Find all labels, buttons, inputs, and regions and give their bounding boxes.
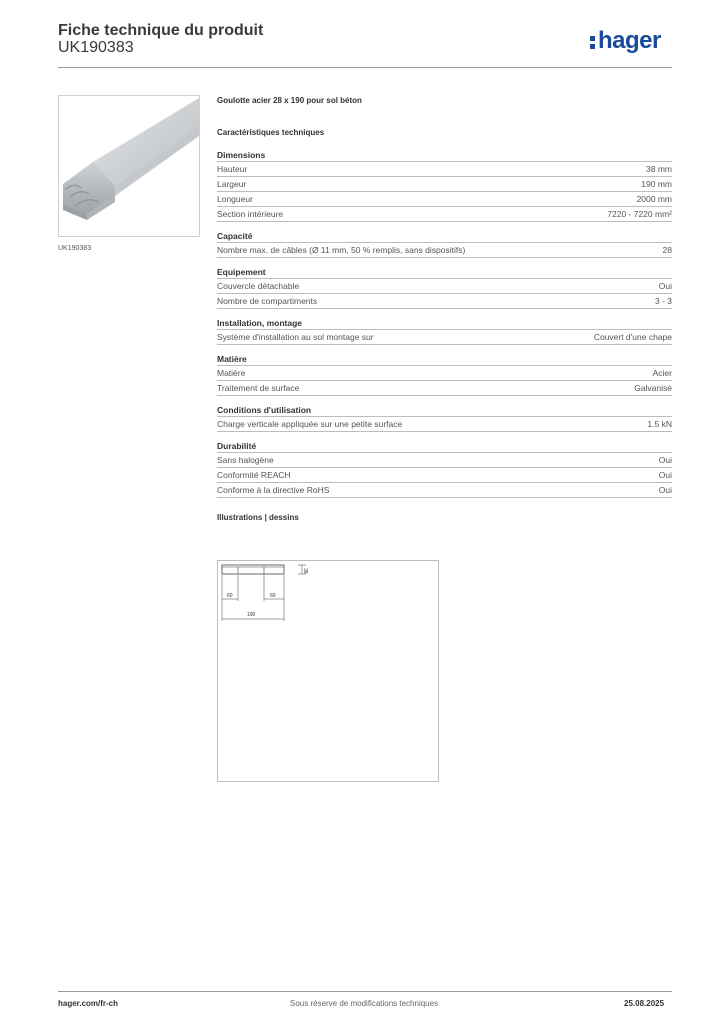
spec-value: 38 mm	[646, 164, 672, 174]
page-title: Fiche technique du produit	[58, 22, 264, 39]
section-title: Matière	[217, 354, 672, 366]
spec-label: Matière	[217, 368, 246, 378]
photo-caption: UK190383	[58, 245, 92, 252]
logo-dots-icon	[590, 32, 596, 48]
spec-value: Couvert d'une chape	[593, 332, 672, 342]
spec-section	[217, 267, 672, 309]
spec-label: Conforme à la directive RoHS	[217, 485, 330, 495]
spec-section	[217, 150, 672, 222]
section-title: Dimensions	[217, 150, 672, 162]
spec-label: Nombre max. de câbles (Ø 11 mm, 50 % remplis, sans dispositifs)	[217, 245, 466, 255]
hager-logo	[590, 27, 661, 55]
spec-label: Couvercle détachable	[217, 281, 300, 291]
product-name: Goulotte acier 28 x 190 pour sol béton	[217, 96, 362, 105]
logo-text: hager	[598, 27, 661, 54]
spec-section	[217, 354, 672, 396]
section-title: Equipement	[217, 267, 672, 279]
spec-row	[217, 162, 672, 177]
section-title: Capacité	[217, 231, 672, 243]
spec-value: Oui	[658, 485, 672, 495]
spec-row	[217, 453, 672, 468]
spec-row	[217, 192, 672, 207]
spec-value: Oui	[658, 455, 672, 465]
tech-title: Caractéristiques techniques	[217, 128, 325, 137]
cable-duct-image	[59, 96, 199, 236]
spec-value: Oui	[658, 281, 672, 291]
spec-content	[217, 96, 672, 522]
spec-label: Nombre de compartiments	[217, 296, 318, 306]
header-divider	[58, 67, 672, 68]
spec-value: 190 mm	[641, 179, 672, 189]
spec-value: Galvanisé	[634, 383, 672, 393]
product-photo	[58, 95, 200, 237]
spec-label: Largeur	[217, 179, 247, 189]
section-title: Durabilité	[217, 441, 672, 453]
section-title: Installation, montage	[217, 318, 672, 330]
spec-label: Hauteur	[217, 164, 248, 174]
spec-label: Système d'installation au sol montage sur	[217, 332, 374, 342]
spec-row	[217, 177, 672, 192]
spec-section	[217, 405, 672, 432]
footer-date: 25.08.2025	[624, 999, 665, 1008]
technical-drawing	[217, 560, 439, 782]
footer-divider	[58, 991, 672, 992]
spec-row	[217, 381, 672, 396]
spec-label: Traitement de surface	[217, 383, 300, 393]
spec-section	[217, 318, 672, 345]
spec-label: Sans halogène	[217, 455, 274, 465]
spec-label: Section intérieure	[217, 209, 284, 219]
spec-value: 1.5 kN	[647, 419, 672, 429]
spec-row	[217, 468, 672, 483]
illustrations-title: Illustrations | dessins	[217, 513, 299, 522]
spec-label: Conformité REACH	[217, 470, 291, 480]
spec-value: Acier	[652, 368, 672, 378]
spec-value: 2000 mm	[636, 194, 672, 204]
spec-row	[217, 243, 672, 258]
spec-row	[217, 483, 672, 498]
spec-row	[217, 366, 672, 381]
spec-row	[217, 294, 672, 309]
dim-height-label: 38	[302, 568, 308, 574]
dim-right-label: 60	[270, 593, 276, 599]
spec-row	[217, 417, 672, 432]
spec-value: Oui	[658, 470, 672, 480]
spec-row	[217, 279, 672, 294]
section-title: Conditions d'utilisation	[217, 405, 672, 417]
footer-website-link[interactable]: hager.com/fr-ch	[58, 999, 119, 1008]
spec-value: 28	[662, 245, 672, 255]
dim-left-label: 60	[227, 593, 233, 599]
spec-row	[217, 330, 672, 345]
spec-section	[217, 231, 672, 258]
spec-sections	[217, 150, 672, 498]
dim-width-label: 190	[247, 612, 256, 618]
spec-value: 3 - 3	[654, 296, 672, 306]
spec-row	[217, 207, 672, 222]
dimension-drawing	[218, 561, 438, 781]
footer-disclaimer: Sous réserve de modifications techniques	[290, 999, 439, 1008]
product-code: UK190383	[58, 39, 134, 56]
spec-label: Charge verticale appliquée sur une petite surface	[217, 419, 403, 429]
spec-label: Longueur	[217, 194, 253, 204]
spec-value: 7220 - 7220 mm²	[607, 209, 672, 219]
spec-section	[217, 441, 672, 498]
